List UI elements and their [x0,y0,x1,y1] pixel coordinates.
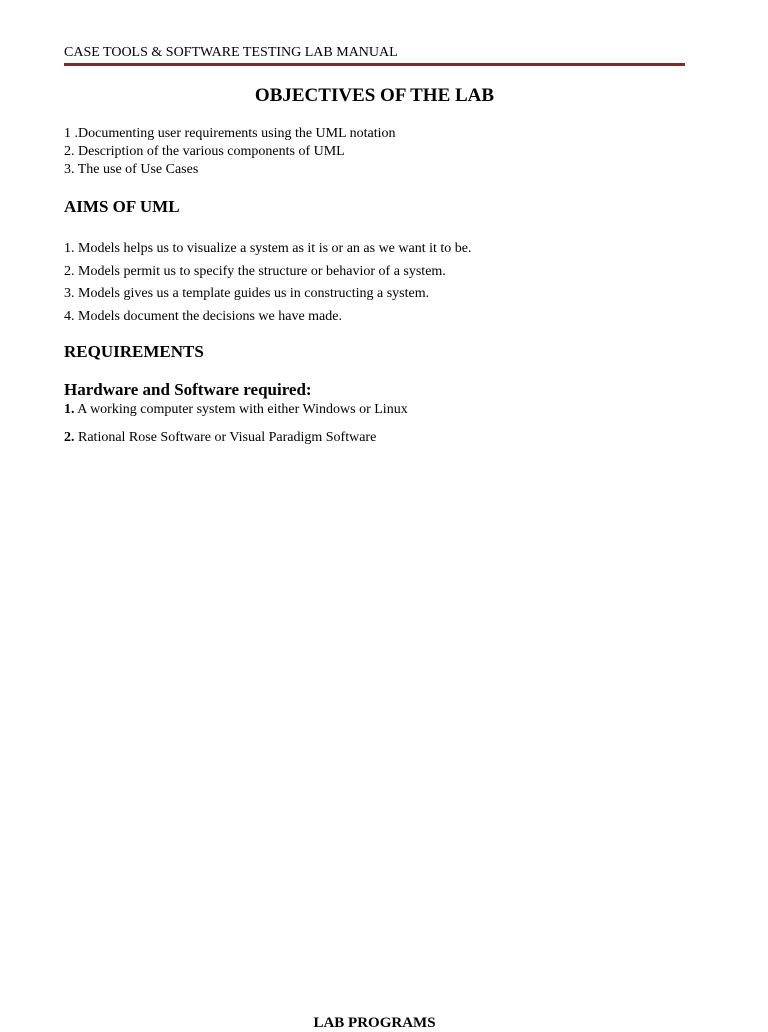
requirement-item [64,429,376,447]
running-title: CASE TOOLS & SOFTWARE TESTING LAB MANUAL [64,45,398,60]
page-header [64,44,685,66]
requirement-text: Rational Rose Software or Visual Paradigm Software [74,430,377,445]
next-section-heading: LAB PROGRAMS [313,1015,436,1031]
aims-list [64,238,472,328]
list-item: 4. Models document the decisions we have made. [64,308,342,324]
objectives-list [64,125,396,179]
list-item: 1 .Documenting user requirements using the UML notation [64,126,396,141]
requirement-item [64,401,408,419]
list-item: 2. Description of the various components of UML [64,144,345,159]
page-title: OBJECTIVES OF THE LAB [254,85,495,106]
list-item: 3. Models gives us a template guides us in constructing a system. [64,286,430,301]
header-rule [64,63,685,66]
requirement-text: A working computer system with either Windows or Linux [74,402,408,417]
list-item: 3. The use of Use Cases [64,162,199,177]
requirement-number: 1. [64,402,75,417]
requirements-heading: REQUIREMENTS [64,342,204,361]
list-item: 2. Models permit us to specify the structure or behavior of a system. [64,263,446,279]
aims-heading: AIMS OF UML [64,197,180,216]
list-item: 1. Models helps us to visualize a system as it is or an as we want it to be. [64,241,472,256]
requirement-number: 2. [64,430,75,445]
requirements-subheading: Hardware and Software required: [64,380,312,399]
